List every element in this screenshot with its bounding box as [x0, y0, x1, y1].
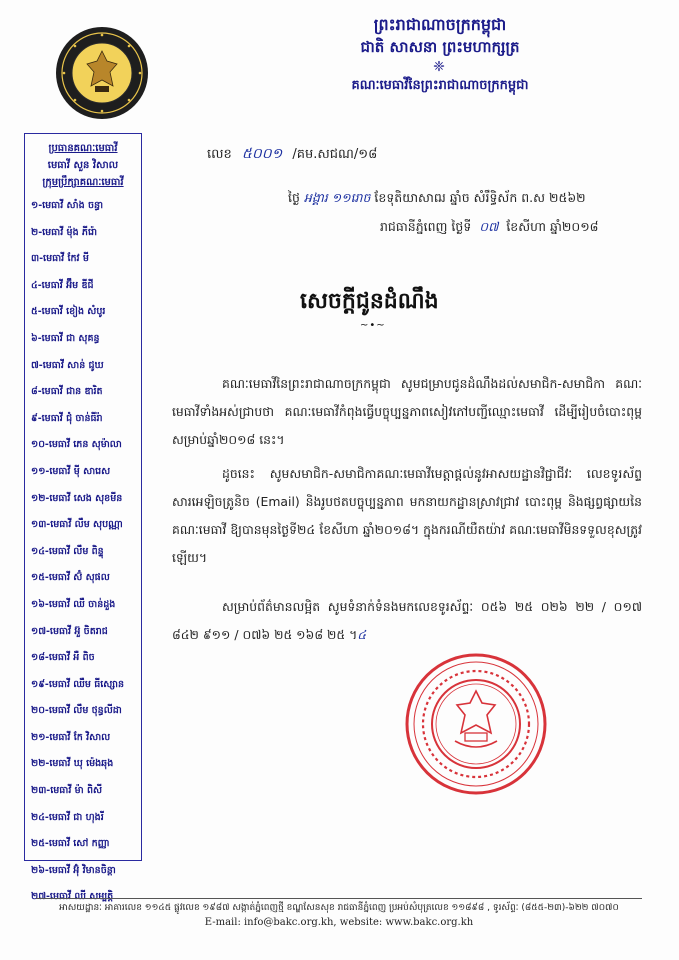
- member-item: ២០-មេធាវី លឹម ថុន្ធលីដា: [31, 705, 122, 717]
- paragraph-1-text: គណៈមេធាវីនៃព្រះរាជាណាចក្រកម្ពុជា សូមជម្រាបជូនដំណឹងដល់សមាជិក-សមាជិកា គណៈមេធាវីទាំងអស់ជ្រាបថា គណៈមេធាវីកំពុងធ្វើបច្ចុប្បន្នភាពសៀវភៅបញ្ជីឈ្មោះមេធាវី ដើម្បីរៀបចំបោះពុម្ពសម្រាប់ឆ្នាំ២០១៨ នេះ។: [172, 376, 642, 447]
- paragraph-3-text: សម្រាប់ព័ត៌មានលម្អិត សូមទំនាក់ទំនងមកលេខទូរស័ព្ទៈ ០៥៦ ២៥ ០២៦ ២២ / ០១៧ ៨៤២ ៩១១ / ០៧៦ ២៥ ១៦៨ ២៥ ។: [172, 599, 642, 642]
- member-item: ១៣-មេធាវី លឹម សុបណ្ណា: [31, 519, 123, 531]
- reference-handwritten-number: ៥០០១: [241, 146, 283, 162]
- solar-date: [380, 219, 599, 238]
- council-name: គណៈមេធាវីនៃព្រះរាជាណាចក្រកម្ពុជា: [351, 78, 529, 93]
- member-item: ៨-មេធាវី ជាន ឌារិត: [31, 386, 103, 398]
- member-item: ៤-មេធាវី អ៊ឹម ឌីជី: [31, 279, 94, 291]
- member-item: ២-មេធាវី ម៉ុង ភីរ៉ោ: [31, 226, 97, 238]
- reference-number: [207, 144, 377, 165]
- solar-date-prefix: រាជធានីភ្នំពេញ ថ្ងៃទី: [380, 219, 472, 234]
- letter-title: សេចក្តីជូនដំណឹង: [300, 289, 439, 314]
- member-item: ៣-មេធាវី កែវ មី: [31, 253, 89, 265]
- kingdom-name: ព្រះរាជាណាចក្រកម្ពុជា: [373, 15, 507, 34]
- paragraph-3-handwritten: ៤: [357, 627, 367, 642]
- footer-contact: E-mail: info@bakc.org.kh, website: www.bakc.org.kh: [204, 917, 474, 928]
- member-item: ២១-មេធាវី កែ វិសាល: [31, 731, 111, 743]
- member-item: ១៧-មេធាវី អ៊ួ ចិតរាជ: [31, 625, 108, 637]
- member-item: ១២-មេធាវី សេង សុខមីន: [31, 492, 123, 504]
- member-item: ២២-មេធាវី ឃុ ម៉េងឆុង: [31, 758, 114, 770]
- member-list: [29, 193, 137, 911]
- bar-association-logo: [55, 26, 149, 120]
- lunar-date: [288, 190, 586, 209]
- national-motto: ជាតិ សាសនា ព្រះមហាក្សត្រ: [360, 38, 520, 56]
- lunar-date-prefix: ថ្ងៃ: [288, 190, 300, 205]
- paragraph-3: [172, 593, 642, 649]
- lunar-date-handwritten: អង្គារ ១១រោច: [303, 190, 371, 205]
- member-item: ៥-មេធាវី ខៀង សំបូរ: [31, 306, 106, 318]
- president-title: ប្រធានគណៈមេធាវី: [48, 143, 118, 154]
- member-item: ១១-មេធាវី ម៉ី សារេស: [31, 465, 111, 477]
- member-item: ២៦-មេធាវី អ៊ុំ វិមានចិន្តា: [31, 864, 116, 876]
- title-ornament: ~•~: [360, 320, 386, 331]
- member-item: ១៨-មេធាវី អឺ ពិច: [31, 652, 95, 664]
- reference-label: លេខ: [207, 147, 232, 162]
- header-ornament: ❈: [433, 59, 447, 75]
- official-red-seal: [405, 653, 547, 795]
- solar-date-rest: ខែសីហា ឆ្នាំ២០១៨: [506, 219, 599, 234]
- council-title: ក្រុមប្រឹក្សាគណៈមេធាវី: [42, 177, 124, 188]
- lunar-date-rest: ខែទុតិយាសាឍ ឆ្នាំច សំរឹទ្ធិស័ក ព.ស ២៥៦២: [374, 190, 586, 205]
- member-item: ១-មេធាវី សាំង ចន្ធា: [31, 200, 104, 211]
- member-item: ២៣-មេធាវី ម៉ា ពិសី: [31, 785, 103, 797]
- member-item: ១០-មេធាវី ភេន សុម៉ាលា: [31, 439, 122, 451]
- member-item: ៩-មេធាវី ជុំ ចាន់ធីរ៉ា: [31, 412, 103, 424]
- footer-address: អាសយដ្ឋានៈ អាគារលេខ ១១៤៥ ផ្លូវលេខ ១៩៨៧ សង្កាត់ភ្នំពេញថ្មី ខណ្ឌសែនសុខ រាជធានីភ្នំពេញ ប្រអប់សំបុត្រលេខ ១១៨៩៨ , ទូរស័ព្ទៈ (៨៥៥-២៣)-៦២២ ៧០៧០: [59, 903, 619, 913]
- footer-divider: [36, 898, 642, 899]
- member-item: ១៦-មេធាវី ឈឹ ចាន់ដួង: [31, 598, 116, 610]
- council-members-box: [24, 133, 142, 903]
- member-item: ១៥-មេធាវី ស៊ំ សុផល: [31, 572, 110, 584]
- paragraph-1: [172, 370, 642, 454]
- letter-header: [270, 14, 610, 96]
- member-item: ២៧-មេធាវី ឈី សម្បត្តិ: [31, 891, 114, 903]
- reference-suffix: /គម.សជណ/១៨: [292, 147, 378, 162]
- paragraph-2-text: ដូចនេះ សូមសមាជិក-សមាជិកាគណៈមេធាវីមេត្តាផ្តល់នូវអាសយដ្ឋានវិជ្ជាជីវៈ លេខទូរស័ព្ទ សារអេឡិចត្រូនិច (Email) និងរូបថតបច្ចុប្បន្នភាព មកនាយកដ្ឋានស្រាវជ្រាវ បោះពុម្ព និងផ្សព្វផ្សាយនៃគណៈមេធាវី ឱ្យបានមុនថ្ងៃទី២៤ ខែសីហា ឆ្នាំ២០១៨។ ក្នុងករណីយឺតយ៉ាវ គណៈមេធាវីមិនទទួលខុសត្រូវឡើយ។: [172, 466, 642, 565]
- member-item: ២៤-មេធាវី ជា ហុងរី: [31, 811, 104, 823]
- member-item: ៧-មេធាវី សាន់ ជូឃ: [31, 359, 104, 371]
- member-item: ៦-មេធាវី ជា សុគន្ធ: [31, 332, 100, 344]
- paragraph-2: [172, 460, 642, 572]
- president-name: មេធាវី សួន វិសាល: [47, 160, 119, 171]
- solar-date-handwritten: ០៧: [479, 219, 499, 234]
- member-item: ១៩-មេធាវី ឈឹម ធីស្សោន: [31, 678, 125, 690]
- member-item: ២៥-មេធាវី សៅ កញ្ញា: [31, 838, 110, 850]
- member-item: ១៤-មេធាវី លឹម ពិន្ទុ: [31, 545, 104, 557]
